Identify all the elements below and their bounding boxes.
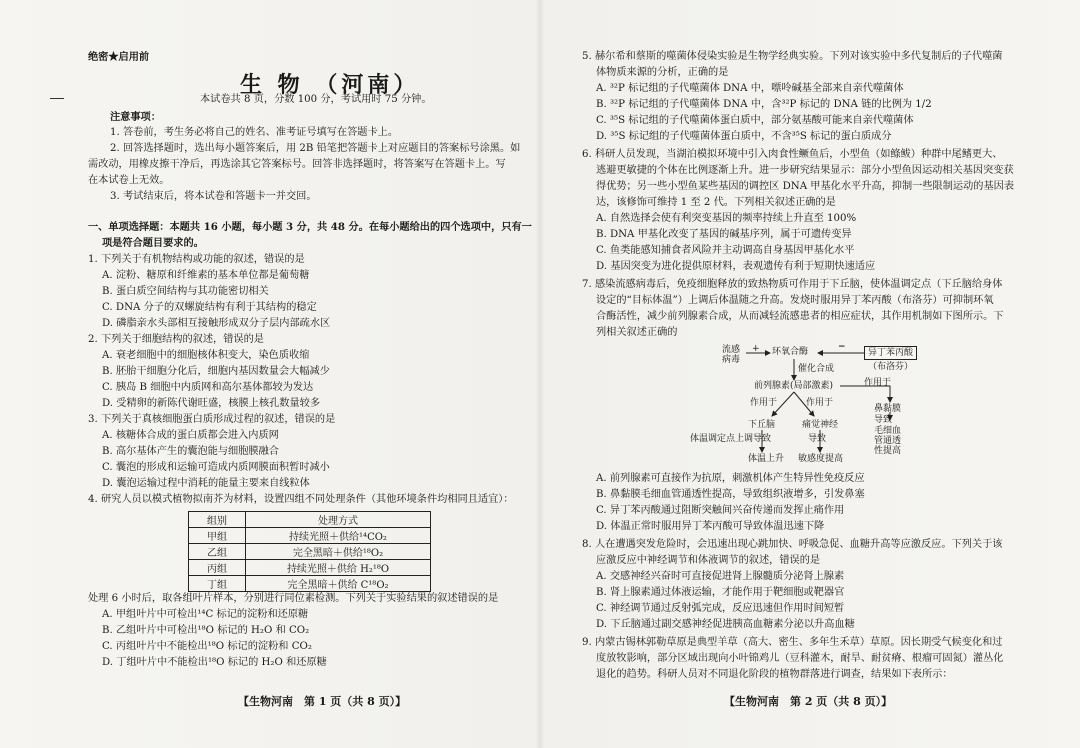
- question-option: A. 甲组叶片中可检出¹⁴C 标记的淀粉和还原糖: [102, 609, 309, 620]
- mechanism-diagram: [690, 342, 982, 468]
- question-option: D. 丁组叶片中不能检出¹⁸O 标记的 H₂O 和还原糖: [102, 657, 327, 668]
- question-stem: 9. 内蒙古锡林郭勒草原是典型羊草（高大、密生、多年生禾草）草原。因长期受气候变化和过: [582, 637, 1003, 648]
- question-option: B. 乙组叶片中可检出¹⁸O 标记的 H₂O 和 CO₂: [102, 625, 310, 636]
- question-option: A. 交感神经兴奋时可直接促进肾上腺髓质分泌肾上腺素: [596, 571, 845, 582]
- question-stem: 得优势；另一些小型鱼某些基因的调控区 DNA 甲基化水平升高，抑制一些限制运动的基因表: [596, 181, 1015, 192]
- question-stem: 7. 感染流感病毒后，免疫细胞释放的致热物质可作用于下丘脑，使体温调定点（下丘脑给身体: [582, 279, 1003, 290]
- question-stem: 达，该修饰可维持 1 至 2 代。下列相关叙述正确的是: [596, 197, 836, 208]
- table-row: [189, 528, 431, 544]
- table-cell: 丙组: [189, 560, 246, 576]
- prostaglandin-label: 前列腺素(局部激素): [754, 381, 834, 391]
- question-option: B. 鼻黏膜毛细血管通透性提高，导致组织液增多，引发鼻塞: [596, 489, 865, 500]
- table-cell: 完全黑暗＋供给 C¹⁸O₂: [246, 576, 431, 592]
- minus-sign: −: [838, 342, 846, 352]
- question-stem: 应激反应中神经调节和体液调节的叙述，错误的是: [596, 555, 821, 566]
- nasal-lead-label: 导致: [874, 415, 893, 425]
- table-cell: 乙组: [189, 544, 246, 560]
- exam-subtitle: 本试卷共 8 页，分数 100 分，考试用时 75 分钟。: [200, 94, 432, 105]
- temp-rise-label: 体温上升: [748, 454, 785, 464]
- question-option: D. 基因突变为进化提供原材料，表观遗传有利于短期快速适应: [596, 261, 876, 272]
- question-option: D. ³⁵S 标记组的子代噬菌体蛋白质中，不含³⁵S 标记的蛋白质成分: [596, 131, 892, 142]
- act-on-label: 作用于: [806, 398, 834, 408]
- page-title: 生 物 （河南）: [240, 72, 420, 98]
- question-stem: 6. 科研人员发现，当湖泊模拟环境中引入肉食性鳜鱼后，小型鱼（如鲦鲅）种群中尾鳍更大、: [582, 149, 1003, 160]
- question-stem: 2. 下列关于细胞结构的叙述，错误的是: [88, 334, 264, 345]
- question-option: C. 丙组叶片中不能检出¹⁸O 标记的淀粉和 CO₂: [102, 641, 312, 652]
- table-header-cell: 组别: [189, 512, 246, 528]
- question-stem: 列相关叙述正确的: [596, 327, 678, 338]
- notice-heading: 注意事项：: [110, 111, 161, 123]
- virus-label: 流感 病毒: [722, 345, 741, 365]
- catalyze-label: 催化合成: [798, 364, 835, 374]
- table-cell: 甲组: [189, 528, 246, 544]
- drug-box: 异丁苯丙酸: [864, 346, 917, 360]
- section-heading: 项是符合题目要求的。: [102, 237, 204, 249]
- question-option: B. DNA 甲基化改变了基因的碱基序列，属于可遗传变异: [596, 229, 852, 240]
- act-on-label: 作用于: [750, 398, 778, 408]
- table-header-row: [189, 512, 431, 528]
- question-option: A. 核糖体合成的蛋白质都会进入内质网: [102, 430, 279, 441]
- table-row: [189, 576, 431, 592]
- table-header-cell: 处理方式: [246, 512, 431, 528]
- question-option: C. ³⁵S 标记组的子代噬菌体蛋白质中，部分氨基酸可能来自亲代噬菌体: [596, 115, 914, 126]
- question-option: A. 前列腺素可直接作为抗原，刺激机体产生特异性免疫反应: [596, 473, 865, 484]
- question-text: 处理 6 小时后，取各组叶片样本，分别进行同位素检测。下列关于实验结果的叙述错误的是: [88, 593, 499, 604]
- question-option: D. 下丘脑通过副交感神经促进胰高血糖素分泌以升高血糖: [596, 619, 855, 630]
- table-cell: 完全黑暗＋供给¹⁸O₂: [246, 544, 431, 560]
- question-option: B. ³²P 标记组的子代噬菌体 DNA 中，含³²P 标记的 DNA 链的比例为 1/2: [596, 99, 932, 110]
- page-footer: 【生物河南 第 1 页（共 8 页）】: [238, 695, 407, 708]
- pain-nerve-label: 痛觉神经: [802, 420, 839, 430]
- notice-line: 3. 考试结束后，将本试卷和答题卡一并交回。: [110, 191, 317, 202]
- table-row: [189, 544, 431, 560]
- question-option: B. 蛋白质空间结构与其功能密切相关: [102, 286, 269, 297]
- page-footer: 【生物河南 第 2 页（共 8 页）】: [724, 695, 893, 708]
- table-cell: 丁组: [189, 576, 246, 592]
- question-option: A. 衰老细胞中的细胞核体积变大，染色质收缩: [102, 350, 310, 361]
- question-option: B. 胚胎干细胞分化后，细胞内基因数量会大幅减少: [102, 366, 330, 377]
- secret-mark: 绝密★启用前: [88, 51, 150, 63]
- question-stem: 度放牧影响，部分区域出现向小叶锦鸡儿（豆科灌木，耐旱、耐贫瘠、根瘤可固氮）灌丛化: [596, 653, 1004, 664]
- drug-alias: （布洛芬）: [868, 362, 914, 372]
- nasal-label: 鼻黏膜: [874, 404, 902, 414]
- hypothalamus-label: 下丘脑: [748, 420, 776, 430]
- question-option: C. DNA 分子的双螺旋结构有利于其结构的稳定: [102, 302, 317, 313]
- question-stem: 逃避更敏捷的个体在比例逐渐上升。进一步研究结果显示：部分小型鱼因运动相关基因突变获: [596, 165, 1014, 176]
- question-stem: 1. 下列关于有机物结构或功能的叙述，错误的是: [88, 254, 305, 265]
- question-option: A. ³²P 标记组的子代噬菌体 DNA 中，嘌呤碱基全部来自亲代噬菌体: [596, 83, 904, 94]
- question-option: C. 神经调节通过反射弧完成，反应迅速但作用时间短暂: [596, 603, 845, 614]
- question-option: A. 自然选择会使有利突变基因的频率持续上升直至 100%: [596, 213, 857, 224]
- table-row: [189, 560, 431, 576]
- question-option: C. 囊泡的形成和运输可造成内质网膜面积暂时减小: [102, 462, 330, 473]
- question-option: C. 胰岛 B 细胞中内质网和高尔基体都较为发达: [102, 382, 314, 393]
- pain-label: 敏感度提高: [798, 454, 844, 464]
- question-option: C. 鱼类能感知捕食者风险并主动调高自身基因甲基化水平: [596, 245, 855, 256]
- question-option: D. 受精卵的新陈代谢旺盛，核膜上核孔数量较多: [102, 398, 321, 409]
- setpoint-label: 体温调定点上调导致: [690, 434, 772, 444]
- question-stem: 4. 研究人员以模式植物拟南芥为材料，设置四组不同处理条件（其他环境条件均相同且适宜）：: [88, 494, 514, 505]
- notice-line: 在本试卷上无效。: [88, 175, 170, 186]
- capillary-label: 毛细血 管通透 性提高: [874, 426, 902, 456]
- question-stem: 体物质来源的分析，正确的是: [596, 67, 729, 78]
- question-stem: 3. 下列关于真核细胞蛋白质形成过程的叙述，错误的是: [88, 414, 336, 425]
- question-option: B. 高尔基体产生的囊泡能与细胞膜融合: [102, 446, 279, 457]
- question-stem: 设定的“目标体温”）上调后体温随之升高。发烧时服用异丁苯丙酸（布洛芬）可抑制环氧: [596, 295, 994, 306]
- question-option: D. 磷脂亲水头部相互接触形成双分子层内部疏水区: [102, 318, 331, 329]
- enzyme-label: 环氧合酶: [772, 347, 809, 357]
- treatment-table: [188, 511, 431, 592]
- table-cell: 持续光照＋供给 H₂¹⁸O: [246, 560, 431, 576]
- section-heading: 一、单项选择题：本题共 16 小题，每小题 3 分，共 48 分。在每小题给出的四个选项中，只有一: [88, 221, 532, 233]
- notice-line: 2. 回答选择题时，选出每小题答案后，用 2B 铅笔把答题卡上对应题目的答案标号涂黑。如: [110, 143, 521, 154]
- plus-sign: +: [752, 344, 760, 354]
- question-option: B. 肾上腺素通过体液运输，才能作用于靶细胞或靶器官: [596, 587, 845, 598]
- question-stem: 合酶活性，减少前列腺素合成，从而减轻流感患者的相应症状，其作用机制如下图所示。下: [596, 311, 1004, 322]
- act-on-label: 作用于: [864, 378, 892, 388]
- question-stem: 5. 赫尔希和蔡斯的噬菌体侵染实验是生物学经典实验。下列对该实验中多代复制后的子代噬菌: [582, 51, 1003, 62]
- question-option: C. 异丁苯丙酸通过阻断突触间兴奋传递而发挥止痛作用: [596, 505, 845, 516]
- question-stem: 退化的趋势。科研人员对不同退化阶段的植物群落进行调查，结果如下表所示：: [596, 669, 953, 680]
- question-stem: 8. 人在遭遇突发危险时，会迅速出现心跳加快、呼吸急促、血糖升高等应激反应。下列关于该: [582, 539, 1003, 550]
- notice-line: 1. 答卷前，考生务必将自己的姓名、准考证号填写在答题卡上。: [110, 127, 399, 138]
- table-cell: 持续光照＋供给¹⁴CO₂: [246, 528, 431, 544]
- question-option: D. 体温正常时服用异丁苯丙酸可导致体温迅速下降: [596, 521, 825, 532]
- lead-to-label: 导致: [808, 434, 827, 444]
- margin-tick: [50, 98, 64, 99]
- question-option: A. 淀粉、糖原和纤维素的基本单位都是葡萄糖: [102, 270, 310, 281]
- question-option: D. 囊泡运输过程中消耗的能量主要来自线粒体: [102, 478, 310, 489]
- notice-line: 需改动，用橡皮擦干净后，再选涂其它答案标号。回答非选择题时，将答案写在答题卡上。写: [88, 159, 506, 170]
